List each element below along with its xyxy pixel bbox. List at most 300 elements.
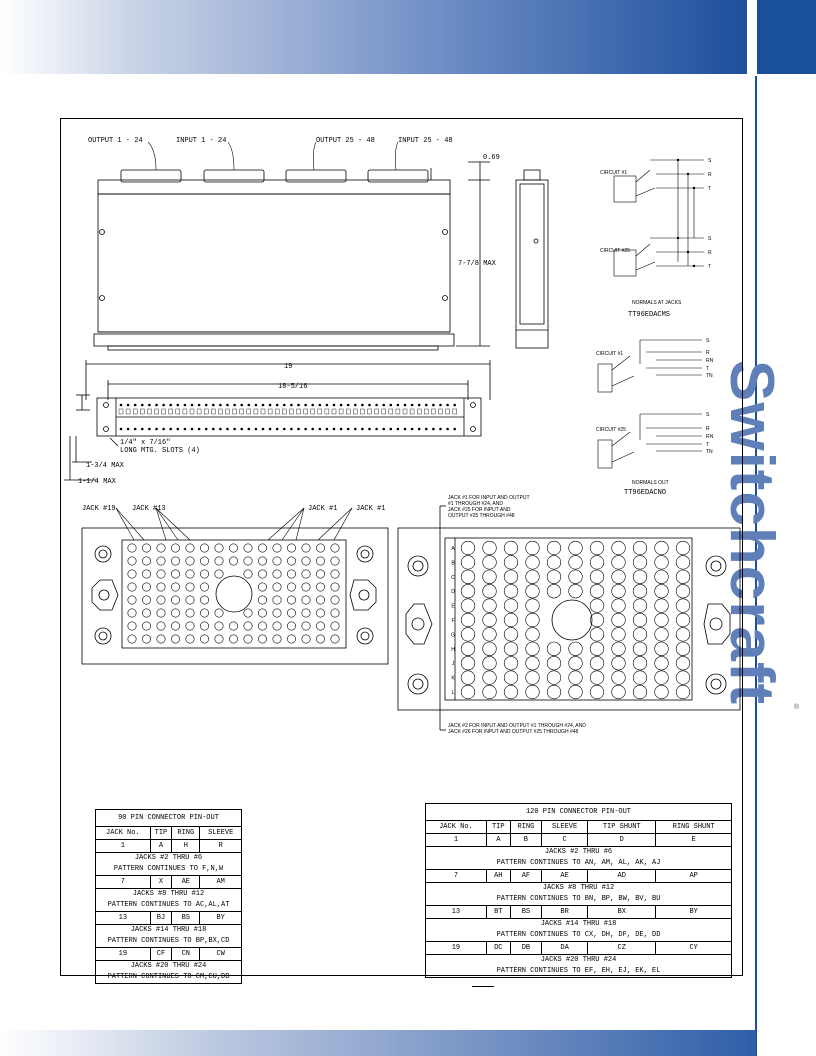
connector-pin (142, 544, 150, 552)
jack-dot (269, 404, 272, 407)
jack-label-box (126, 409, 130, 414)
jack-dot (390, 428, 393, 431)
connector-pin (504, 556, 518, 570)
connector-pin (215, 609, 223, 617)
table-note-row (96, 864, 242, 876)
connector-pin (569, 584, 583, 598)
jack-label-box (332, 409, 336, 414)
jack-label-box (147, 409, 151, 414)
table-cell: C (542, 834, 588, 847)
connector-pin (676, 671, 690, 685)
jack-dot (184, 404, 187, 407)
table-cell: 7 (96, 876, 151, 889)
connector-pin (655, 628, 669, 642)
jack-label-box (183, 409, 187, 414)
table-note-row (426, 858, 732, 870)
connector-pin (676, 584, 690, 598)
table-note-row (96, 925, 242, 937)
jack-dot (198, 428, 201, 431)
acno-pin-tn25: TN (706, 449, 713, 455)
table-cell: 7 (426, 870, 487, 883)
jack-dot (148, 404, 151, 407)
jack-label-box (304, 409, 308, 414)
jack-dot (162, 428, 165, 431)
table-cell: CZ (588, 942, 656, 955)
table-cell: 13 (426, 906, 487, 919)
acms-pin-r1: R (708, 172, 712, 178)
table-cell: A (486, 834, 510, 847)
jack-label-box (119, 409, 123, 414)
jack-dot (354, 428, 357, 431)
connector-pin (655, 671, 669, 685)
connector-pin (676, 613, 690, 627)
jack-dot (432, 428, 435, 431)
connector-pin (547, 584, 561, 598)
row-letter: L (451, 690, 455, 696)
connector-pin (302, 596, 310, 604)
jack-dot (120, 404, 123, 407)
connector-pin (316, 635, 324, 643)
acno-pin-t25: T (706, 442, 710, 448)
jack-dot (127, 404, 130, 407)
acno-pin-r1: R (706, 350, 710, 356)
connector-pin (316, 544, 324, 552)
connector-pin (590, 570, 604, 584)
jack-dot (240, 428, 243, 431)
connector-pin (483, 656, 497, 670)
table-90-header: SLEEVE (200, 827, 242, 840)
jack-label-box (311, 409, 315, 414)
connector-pin (186, 557, 194, 565)
connector-pin (244, 570, 252, 578)
connector-pin (128, 583, 136, 591)
label-jack-13: JACK #13 (132, 505, 166, 513)
table-note: JACKS #2 THRU #6 (426, 847, 732, 859)
jack-dot (319, 428, 322, 431)
connector-pin (483, 570, 497, 584)
connector-pin (483, 584, 497, 598)
jack-dot (212, 404, 215, 407)
acno-model: TT96EDACNO (624, 489, 667, 497)
connector-pin (215, 557, 223, 565)
table-cell: AP (656, 870, 732, 883)
jack-label-box (389, 409, 393, 414)
connector-pin (676, 656, 690, 670)
jack-label-box (410, 409, 414, 414)
connector-pin (157, 583, 165, 591)
jack-dot (191, 428, 194, 431)
connector-pin (128, 570, 136, 578)
table-90-header: JACK No. (96, 827, 151, 840)
connector-pin (526, 656, 540, 670)
jack-dot (297, 428, 300, 431)
connector-pin (316, 583, 324, 591)
table-cell: BS (172, 912, 200, 925)
jack-dot (226, 428, 229, 431)
acno-circuit-25: CIRCUIT #25 (596, 427, 626, 433)
jack-label-box (268, 409, 272, 414)
connector-pin (526, 685, 540, 699)
acno-pin-r25: R (706, 426, 710, 432)
table-120-header: RING (510, 821, 541, 834)
connector-pin (504, 570, 518, 584)
jack-dot (446, 404, 449, 407)
row-letter: H (451, 646, 455, 653)
connector-pin (676, 556, 690, 570)
table-note-row (426, 883, 732, 895)
table-90-header: RING (172, 827, 200, 840)
connector-pin (655, 556, 669, 570)
table-note: PATTERN CONTINUES TO EF, EH, EJ, EK, EL (426, 966, 732, 978)
connector-pin (273, 583, 281, 591)
connector-pin (612, 541, 626, 555)
schematic-acno (598, 340, 702, 468)
table-cell: R (200, 840, 242, 853)
jack-label-box (360, 409, 364, 414)
connector-pin (612, 613, 626, 627)
connector-pin (526, 628, 540, 642)
connector-pin (273, 635, 281, 643)
connector-pin (612, 584, 626, 598)
connector-pin (171, 557, 179, 565)
jack-dot (333, 404, 336, 407)
connector-pin (157, 557, 165, 565)
connector-pin (157, 544, 165, 552)
table-note: PATTERN CONTINUES TO BP,BX,CD (96, 936, 242, 948)
jack-label-box (339, 409, 343, 414)
connector-pin (612, 556, 626, 570)
jack-dot (219, 404, 222, 407)
connector-pin (504, 541, 518, 555)
connector-90-pins (128, 544, 339, 643)
connector-pin (504, 671, 518, 685)
connector-pin (171, 596, 179, 604)
jack-dot (297, 404, 300, 407)
brand-trademark: ® (794, 704, 800, 711)
table-row (426, 942, 732, 955)
c120-note-top-3: JACK #25 FOR INPUT AND (448, 507, 511, 513)
table-cell: B (510, 834, 541, 847)
jack-dot (347, 428, 350, 431)
connector-pin (287, 557, 295, 565)
jack-dot (425, 428, 428, 431)
connector-pin (547, 685, 561, 699)
jack-dot (240, 404, 243, 407)
connector-pin (569, 685, 583, 699)
connector-pin (200, 583, 208, 591)
connector-pin (483, 541, 497, 555)
jack-dot (205, 404, 208, 407)
table-cell: AH (486, 870, 510, 883)
jack-dot (453, 404, 456, 407)
connector-pin (526, 584, 540, 598)
connector-pin (461, 628, 475, 642)
table-120-pin-pinout (425, 803, 732, 978)
table-cell: X (150, 876, 172, 889)
panel-front-view (64, 360, 490, 480)
acno-pin-tn1: TN (706, 373, 713, 379)
connector-pin (590, 599, 604, 613)
connector-pin (302, 544, 310, 552)
jack-dot (233, 404, 236, 407)
row-letter: C (451, 574, 455, 581)
connector-pin (461, 685, 475, 699)
jack-label-box (226, 409, 230, 414)
jack-dot (333, 428, 336, 431)
connector-pin (461, 656, 475, 670)
connector-pin (483, 599, 497, 613)
table-90-title: 90 PIN CONNECTOR PIN-OUT (96, 810, 242, 827)
jack-label-box (282, 409, 286, 414)
label-output-1-24: OUTPUT 1 - 24 (88, 137, 143, 145)
table-note: JACKS #2 THRU #6 (96, 853, 242, 865)
connector-pin (287, 570, 295, 578)
jack-dot (319, 404, 322, 407)
connector-pin (273, 570, 281, 578)
table-120-header: RING SHUNT (656, 821, 732, 834)
connector-pin (331, 557, 339, 565)
table-cell: A (150, 840, 172, 853)
dim-height-max: 7-7/8 MAX (458, 260, 496, 268)
connector-pin (200, 596, 208, 604)
connector-pin (157, 609, 165, 617)
acms-pin-t25: T (708, 264, 712, 270)
jack-label-box (396, 409, 400, 414)
connector-pin (215, 622, 223, 630)
connector-pin (215, 635, 223, 643)
connector-pin (244, 622, 252, 630)
jack-label-box (318, 409, 322, 414)
table-note-row (426, 919, 732, 931)
connector-pin (302, 570, 310, 578)
acms-pin-r25: R (708, 250, 712, 256)
table-120-header: SLEEVE (542, 821, 588, 834)
connector-pin (633, 685, 647, 699)
jack-dot (361, 428, 364, 431)
connector-pin (244, 609, 252, 617)
connector-pin (331, 570, 339, 578)
connector-pin (142, 609, 150, 617)
jack-dot (425, 404, 428, 407)
jack-label-box (240, 409, 244, 414)
connector-pin (258, 622, 266, 630)
table-cell: E (656, 834, 732, 847)
jack-dot (446, 428, 449, 431)
connector-pin (128, 596, 136, 604)
panel-top-view (94, 162, 490, 350)
jack-label-box (218, 409, 222, 414)
table-note-row (426, 847, 732, 859)
connector-pin (258, 609, 266, 617)
jack-dot (169, 428, 172, 431)
connector-pin (157, 622, 165, 630)
label-jack-1a: JACK #1 (308, 505, 338, 513)
connector-pin (504, 656, 518, 670)
connector-pin (302, 609, 310, 617)
jack-label-box (190, 409, 194, 414)
acms-pin-s25: S (708, 236, 712, 242)
row-letter: B (451, 560, 455, 567)
brand-name: Switchcraft (717, 360, 786, 706)
connector-pin (590, 584, 604, 598)
table-note-row (426, 966, 732, 978)
jack-label-box (169, 409, 173, 414)
jack-dot (255, 428, 258, 431)
table-cell: 1 (426, 834, 487, 847)
connector-pin (229, 557, 237, 565)
connector-pin (676, 685, 690, 699)
table-cell: 13 (96, 912, 151, 925)
table-row (426, 870, 732, 883)
connector-pin (633, 570, 647, 584)
connector-pin (676, 628, 690, 642)
jack-dot (439, 404, 442, 407)
jack-dot (248, 404, 251, 407)
jack-dot (326, 428, 329, 431)
jack-dot (212, 428, 215, 431)
table-row (96, 912, 242, 925)
table-note-row (96, 936, 242, 948)
label-jack-1b: JACK #1 (356, 505, 386, 513)
connector-pin (461, 570, 475, 584)
connector-pin (569, 570, 583, 584)
table-note-row (96, 961, 242, 973)
connector-leaders (148, 142, 398, 170)
acms-pin-t1: T (708, 186, 712, 192)
connector-pin (171, 570, 179, 578)
table-note: PATTERN CONTINUES TO CX, DH, DF, DE, DD (426, 930, 732, 942)
row-letter: J (451, 661, 455, 668)
jack-dot (368, 428, 371, 431)
connector-pin (186, 622, 194, 630)
connector-pin (128, 544, 136, 552)
connector-pin (258, 596, 266, 604)
connector-pin (633, 541, 647, 555)
dim-1-3-4: 1-3/4 MAX (86, 462, 124, 470)
table-cell: CY (656, 942, 732, 955)
connector-pin (483, 642, 497, 656)
connector-120-pins (461, 541, 690, 699)
table-note: JACKS #14 THRU #18 (96, 925, 242, 937)
connector-pin (200, 635, 208, 643)
jack-label-box (439, 409, 443, 414)
connector-pin (483, 685, 497, 699)
connector-pin (569, 541, 583, 555)
row-letter: E (451, 603, 455, 610)
connector-pin (526, 671, 540, 685)
connector-pin (655, 656, 669, 670)
table-note: PATTERN CONTINUES TO CM,CU,DB (96, 972, 242, 984)
connector-pin (229, 635, 237, 643)
jack-label-box (417, 409, 421, 414)
table-cell: BJ (150, 912, 172, 925)
table-120-header: TIP (486, 821, 510, 834)
table-cell: BT (486, 906, 510, 919)
dim-18-5-16: 18-5/16 (278, 383, 308, 391)
connector-pin (287, 609, 295, 617)
table-note-row (96, 853, 242, 865)
dim-19: 19 (284, 363, 293, 371)
jack-dot (311, 428, 314, 431)
connector-pin (504, 642, 518, 656)
connector-pin (244, 635, 252, 643)
jack-label-box (197, 409, 201, 414)
table-cell: AE (542, 870, 588, 883)
jack-dot (290, 428, 293, 431)
connector-pin (655, 613, 669, 627)
connector-pin (302, 583, 310, 591)
jack-dot (177, 428, 180, 431)
jack-dot (255, 404, 258, 407)
table-cell: AM (200, 876, 242, 889)
acno-pin-rn25: RN (706, 434, 714, 440)
table-note: JACKS #14 THRU #18 (426, 919, 732, 931)
table-cell: BS (510, 906, 541, 919)
jack-dot (411, 428, 414, 431)
connector-pin (461, 541, 475, 555)
table-note: PATTERN CONTINUES TO BN, BP, BW, BV, BU (426, 894, 732, 906)
table-cell: 19 (426, 942, 487, 955)
connector-pin (302, 557, 310, 565)
connector-pin (287, 622, 295, 630)
jack-dot (141, 428, 144, 431)
jack-dot (162, 404, 165, 407)
connector-pin (547, 656, 561, 670)
connector-pin (633, 556, 647, 570)
label-output-25-48: OUTPUT 25 - 48 (316, 137, 375, 145)
jack-label-box (211, 409, 215, 414)
jack-dot (375, 404, 378, 407)
jack-dot (290, 404, 293, 407)
slots-size: 1/4" x 7/16" (120, 439, 171, 447)
connector-pin (316, 570, 324, 578)
connector-pin (171, 544, 179, 552)
connector-pin (612, 642, 626, 656)
connector-pin (461, 642, 475, 656)
table-cell: AD (588, 870, 656, 883)
connector-pin (258, 583, 266, 591)
jack-dot (155, 428, 158, 431)
jack-dot (276, 428, 279, 431)
connector-pin (331, 583, 339, 591)
table-cell: BY (656, 906, 732, 919)
connector-pin (273, 557, 281, 565)
connector-pin (526, 642, 540, 656)
jack-dot (191, 404, 194, 407)
connector-pin (612, 599, 626, 613)
connector-pin (287, 544, 295, 552)
jack-label-box (453, 409, 457, 414)
connector-pin (128, 609, 136, 617)
connector-pin (590, 628, 604, 642)
connector-pin (287, 635, 295, 643)
connector-pin (504, 584, 518, 598)
jack-dot (134, 428, 137, 431)
connector-pin (142, 570, 150, 578)
jack-dot (311, 404, 314, 407)
jack-dot (382, 428, 385, 431)
connector-pin (157, 570, 165, 578)
connector-pin (244, 557, 252, 565)
jack-dot (226, 404, 229, 407)
jack-dot (205, 428, 208, 431)
table-cell: AF (510, 870, 541, 883)
connector-pin (655, 541, 669, 555)
jack-dot (262, 404, 265, 407)
connector-pin (676, 642, 690, 656)
jack-dot (141, 404, 144, 407)
row-letter: A (451, 546, 455, 552)
